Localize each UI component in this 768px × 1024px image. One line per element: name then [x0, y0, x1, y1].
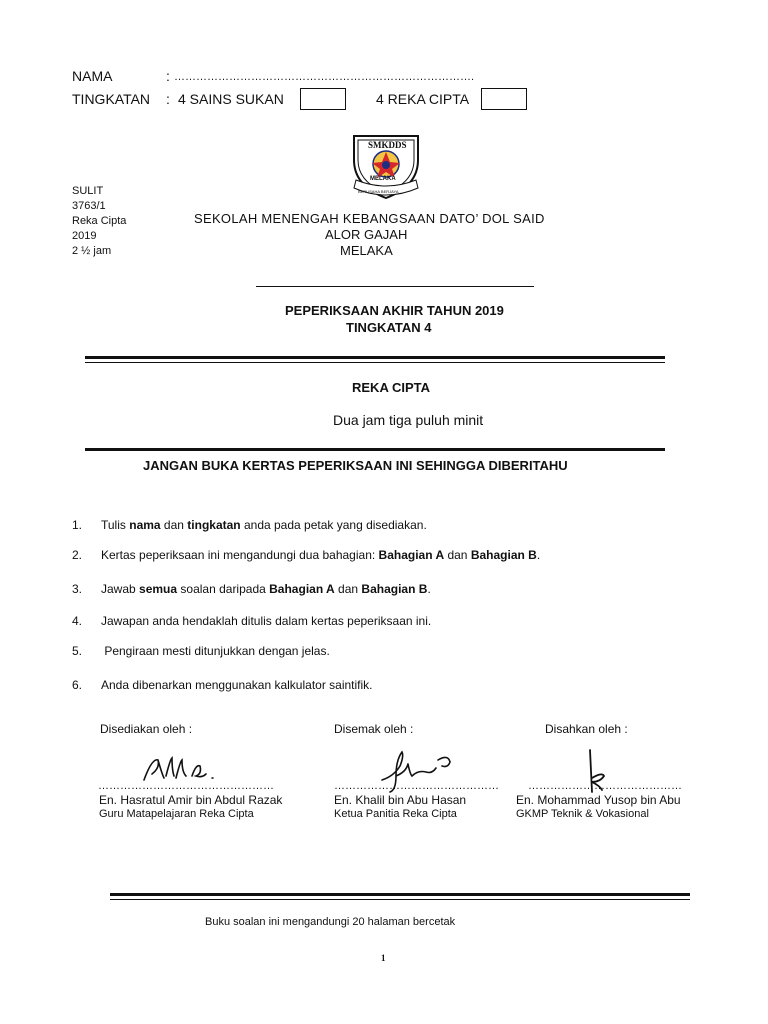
- warning-text: JANGAN BUKA KERTAS PEPERIKSAAN INI SEHINGGA DIBERITAHU: [143, 458, 568, 473]
- instruction-fragment: soalan daripada: [177, 582, 270, 596]
- instruction-emphasis: semua: [139, 582, 178, 596]
- code-line: 2019: [72, 230, 97, 242]
- code-block: [72, 184, 126, 259]
- signature-line: ………………………………………: [334, 780, 499, 792]
- signatory-role: Disahkan oleh :: [545, 722, 628, 736]
- instruction-item: [72, 518, 427, 532]
- signatory-name: En. Khalil bin Abu Hasan: [334, 793, 467, 807]
- instruction-text: [101, 644, 330, 658]
- school-state: MELAKA: [340, 243, 393, 258]
- instruction-number: 5.: [72, 644, 83, 658]
- instruction-fragment: Tulis: [101, 518, 130, 532]
- instruction-item: [72, 678, 373, 692]
- instruction-emphasis: tingkatan: [187, 518, 241, 532]
- signatory-title: GKMP Teknik & Vokasional: [516, 808, 649, 820]
- tingkatan-label: TINGKATAN: [72, 91, 151, 107]
- exam-form: TINGKATAN 4: [346, 320, 432, 335]
- nama-colon: :: [166, 68, 170, 84]
- instruction-emphasis: Bahagian B: [470, 548, 537, 562]
- instruction-fragment: dan: [444, 548, 471, 562]
- school-name: SEKOLAH MENENGAH KEBANGSAAN DATO’ DOL SAID: [194, 211, 545, 226]
- signatory-role: Disediakan oleh :: [100, 722, 193, 736]
- instruction-item: [72, 614, 431, 628]
- instruction-fragment: dan: [334, 582, 362, 596]
- signature-line: ……………………………………: [528, 780, 682, 792]
- code-line: Reka Cipta: [72, 215, 127, 227]
- instruction-text: [101, 678, 373, 692]
- instruction-text: [101, 518, 427, 532]
- thick-divider: [85, 448, 665, 451]
- nama-label: NAMA: [72, 68, 113, 84]
- instruction-fragment: Anda dibenarkan menggunakan kalkulator saintifik.: [101, 678, 373, 692]
- instruction-number: 6.: [72, 678, 83, 692]
- instruction-fragment: anda pada petak yang disediakan.: [240, 518, 427, 532]
- page-count-note: Buku soalan ini mengandungi 20 halaman bercetak: [205, 916, 456, 928]
- option-reka-cipta-checkbox[interactable]: [481, 88, 527, 110]
- code-line: 2 ½ jam: [72, 245, 112, 257]
- school-town: ALOR GAJAH: [325, 227, 408, 242]
- instruction-item: [72, 582, 431, 596]
- instruction-fragment: Jawab: [101, 582, 140, 596]
- instruction-number: 3.: [72, 582, 83, 596]
- instruction-item: [72, 548, 540, 562]
- instruction-number: 1.: [72, 518, 83, 532]
- option-sains-sukan-checkbox[interactable]: [300, 88, 346, 110]
- instruction-fragment: .: [427, 582, 431, 596]
- instruction-text: [101, 614, 431, 628]
- signatory-role: Disemak oleh :: [334, 722, 414, 736]
- instruction-emphasis: Bahagian A: [269, 582, 335, 596]
- option-sains-sukan-label: 4 SAINS SUKAN: [178, 91, 284, 107]
- instruction-fragment: Pengiraan mesti ditunjukkan dengan jelas.: [101, 644, 330, 658]
- logo-text-bottom: MELAKA: [370, 176, 396, 182]
- logo-motto: BERUSAHA BERJAYA: [358, 189, 399, 194]
- thin-divider: [110, 899, 690, 900]
- thick-divider: [110, 893, 690, 896]
- instruction-number: 2.: [72, 548, 83, 562]
- subject-title: REKA CIPTA: [352, 380, 430, 395]
- thick-divider: [85, 356, 665, 359]
- exam-duration: Dua jam tiga puluh minit: [333, 412, 484, 428]
- school-logo: [346, 130, 426, 202]
- instruction-fragment: .: [536, 548, 541, 562]
- instruction-text: [101, 582, 431, 596]
- thin-divider: [85, 362, 665, 363]
- instruction-emphasis: Bahagian B: [361, 582, 428, 596]
- instruction-number: 4.: [72, 614, 83, 628]
- instruction-emphasis: Bahagian A: [378, 548, 445, 562]
- instruction-item: [72, 644, 330, 658]
- signatory-name: En. Hasratul Amir bin Abdul Razak: [99, 793, 283, 807]
- instruction-fragment: dan: [160, 518, 188, 532]
- instruction-fragment: Jawapan anda hendaklah ditulis dalam kertas peperiksaan ini.: [101, 614, 432, 628]
- signatory-name: En. Mohammad Yusop bin Abu: [516, 793, 681, 807]
- page-number: 1: [381, 953, 386, 963]
- logo-text-top: SMKDDS: [368, 140, 407, 150]
- signatory-title: Guru Matapelajaran Reka Cipta: [99, 808, 254, 820]
- divider: [256, 286, 534, 287]
- code-line: SULIT: [72, 185, 104, 197]
- option-reka-cipta-label: 4 REKA CIPTA: [376, 91, 470, 107]
- signatory-title: Ketua Panitia Reka Cipta: [334, 808, 457, 820]
- tingkatan-colon: :: [166, 91, 170, 107]
- exam-title: PEPERIKSAAN AKHIR TAHUN 2019: [285, 303, 504, 318]
- instruction-fragment: Kertas peperiksaan ini mengandungi dua bahagian:: [101, 548, 379, 562]
- signature-line: …………………………………………: [98, 780, 274, 792]
- instruction-text: [101, 548, 540, 562]
- code-line: 3763/1: [72, 200, 106, 212]
- instruction-emphasis: nama: [129, 518, 161, 532]
- nama-input-line[interactable]: ……………………………………………………………………….: [174, 71, 475, 83]
